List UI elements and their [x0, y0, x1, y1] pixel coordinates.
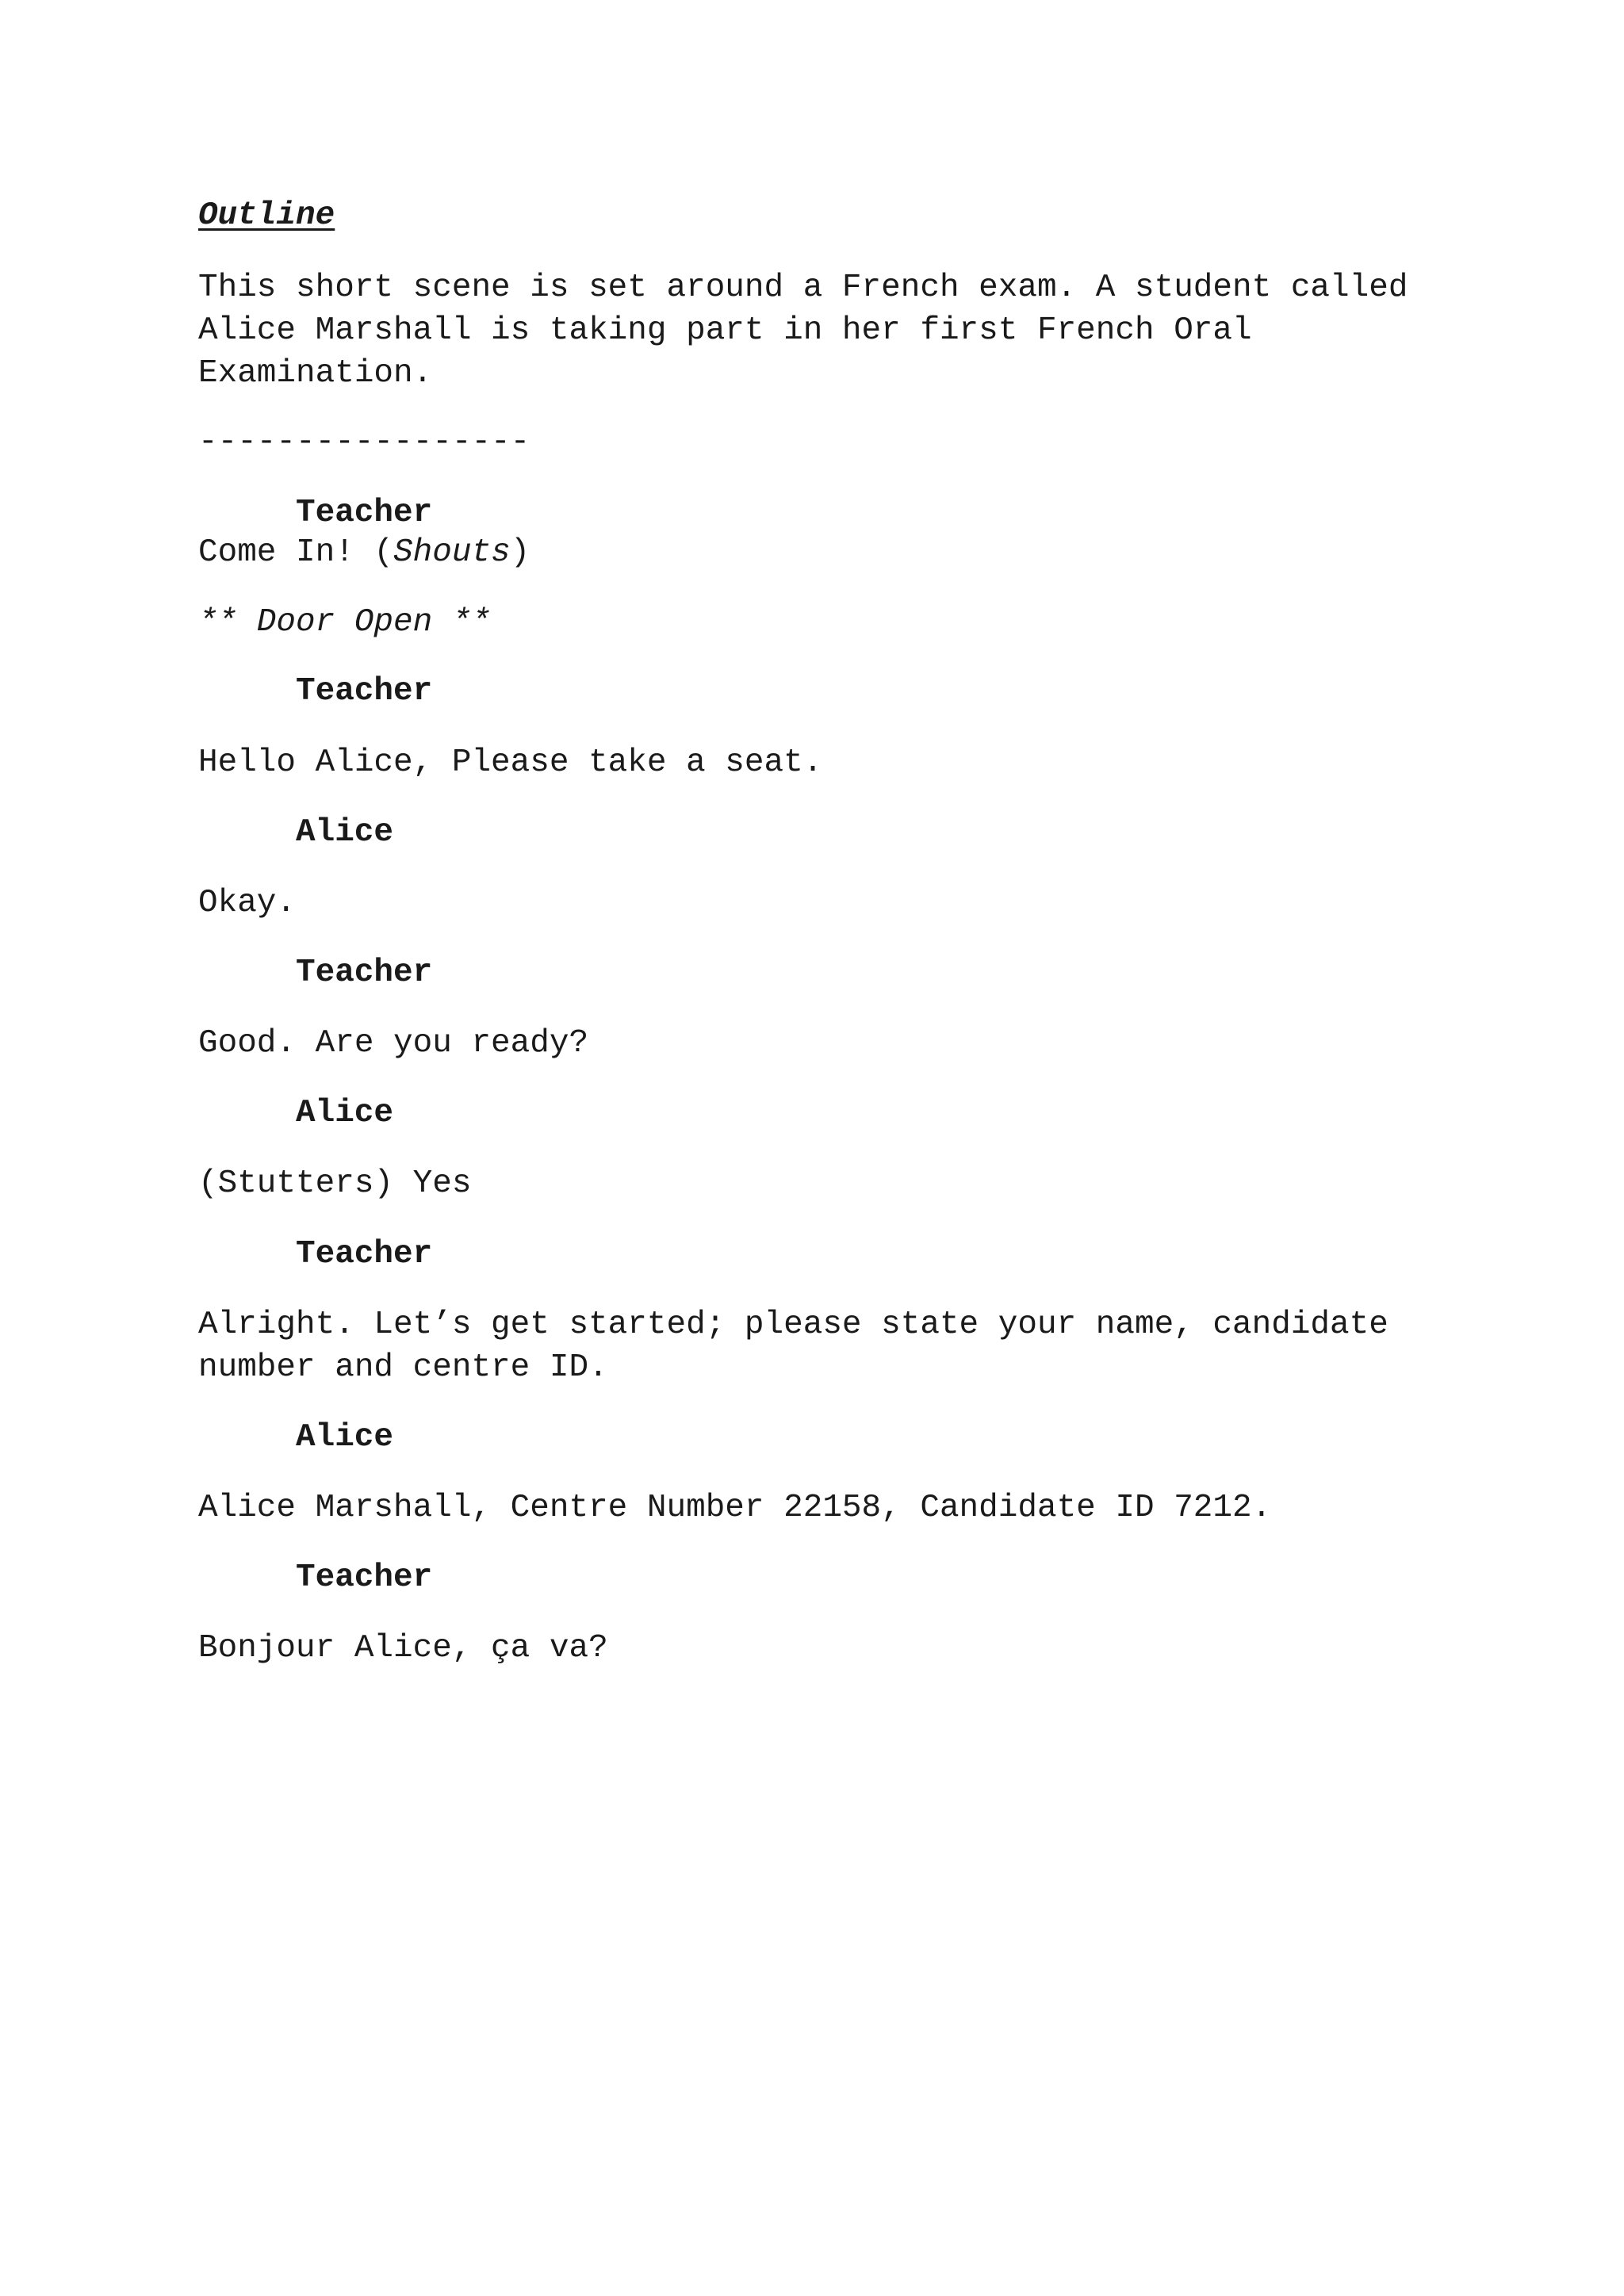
- stage-direction-inline: Shouts: [393, 534, 511, 571]
- dialogue-line: [198, 531, 530, 574]
- speaker-name: Teacher: [296, 673, 433, 710]
- dialogue-text: ): [510, 534, 530, 571]
- stage-direction: ** Door Open **: [198, 604, 492, 641]
- speaker-name: Alice: [296, 1419, 394, 1456]
- dialogue-line: Bonjour Alice, ça va?: [198, 1630, 608, 1667]
- speaker-name: Teacher: [296, 955, 433, 991]
- speaker-name: Alice: [296, 814, 394, 851]
- dialogue-line: Okay.: [198, 885, 297, 921]
- dialogue-text: Come In! (: [198, 534, 394, 571]
- dialogue-line: (Stutters) Yes: [198, 1165, 472, 1202]
- dialogue-line: Alright. Let’s get started; please state your name, candidate: [198, 1307, 1388, 1343]
- section-divider: -----------------: [198, 424, 530, 461]
- dialogue-line: Good. Are you ready?: [198, 1025, 589, 1062]
- speaker-name: Alice: [296, 1095, 394, 1131]
- speaker-name: Teacher: [296, 495, 433, 531]
- speaker-name: Teacher: [296, 1236, 433, 1272]
- dialogue-line: Hello Alice, Please take a seat.: [198, 744, 823, 781]
- outline-line-2: Alice Marshall is taking part in her first French Oral: [198, 312, 1252, 349]
- outline-heading: Outline: [198, 197, 335, 234]
- dialogue-line: number and centre ID.: [198, 1349, 608, 1386]
- dialogue-line: Alice Marshall, Centre Number 22158, Candidate ID 7212.: [198, 1490, 1272, 1526]
- speaker-name: Teacher: [296, 1559, 433, 1596]
- outline-line-3: Examination.: [198, 355, 433, 392]
- outline-line-1: This short scene is set around a French exam. A student called: [198, 270, 1408, 306]
